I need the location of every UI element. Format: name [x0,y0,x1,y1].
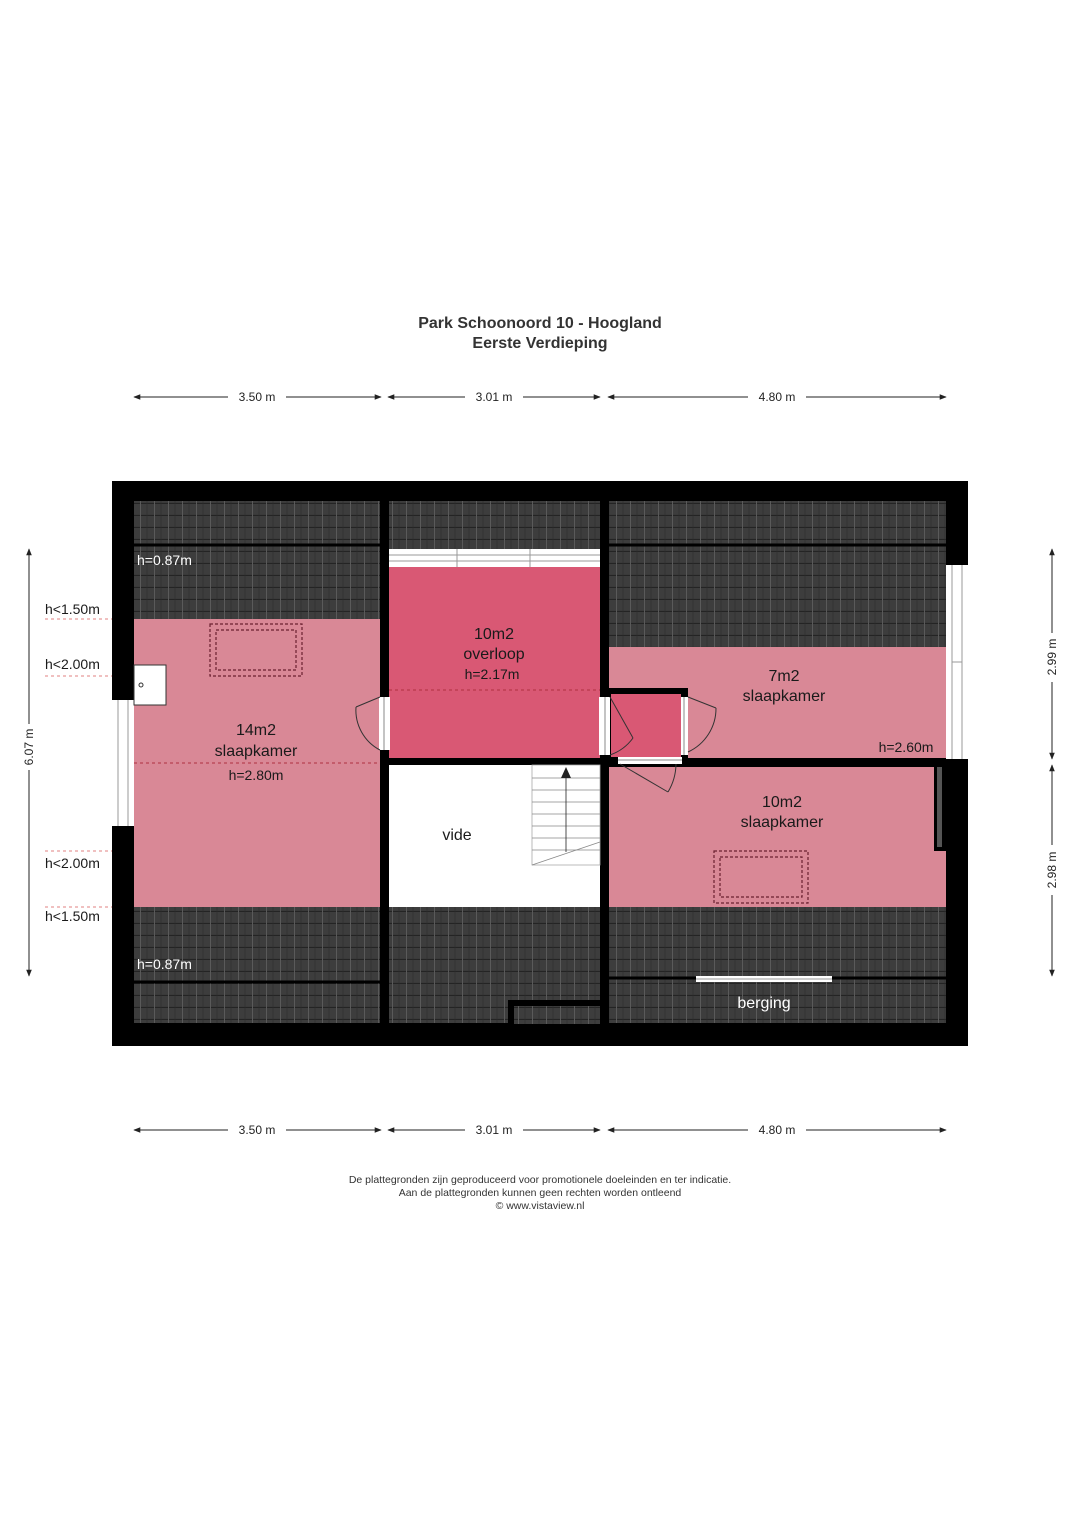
chimney-shaft [937,767,942,847]
height-guide-200-top: h<2.00m [45,656,100,672]
sink-icon [134,665,166,705]
bedroom-large-area: 14m2 [235,722,277,739]
dim-top-3: 4.80 m [758,390,796,404]
storage-name: berging [737,995,791,1012]
room-closet [611,694,681,757]
staircase [532,765,600,865]
landing-name: overloop [463,646,525,663]
bedroom-medium-area: 10m2 [761,794,803,811]
plan-title: Park Schoonoord 10 - Hoogland [418,315,662,332]
bedroom-large-name: slaapkamer [214,743,298,760]
plan-subtitle: Eerste Verdieping [472,335,608,352]
bedroom-small-area: 7m2 [768,668,800,685]
bedroom-medium-name: slaapkamer [740,814,824,831]
dim-right-upper: 2.99 m [1045,638,1059,676]
height-mark-bottom: h=0.87m [137,956,192,972]
disclaimer-line-2: Aan de plattegronden kunnen geen rechten worden ontleend [398,1187,682,1199]
disclaimer-line-1: De plattegronden zijn geproduceerd voor promotionele doeleinden en ter indicatie. [348,1174,732,1186]
dim-bottom-3: 4.80 m [758,1123,796,1137]
height-guide-200-bottom: h<2.00m [45,855,100,871]
window-icon [946,565,968,759]
window-icon [696,976,832,982]
window-icon [389,549,600,567]
landing-area: 10m2 [473,626,515,643]
landing-height: h=2.17m [464,666,520,682]
bedroom-small-name: slaapkamer [742,688,826,705]
bedroom-small-height: h=2.60m [878,739,934,755]
dim-bottom-1: 3.50 m [238,1123,276,1137]
height-mark-top: h=0.87m [137,552,192,568]
copyright: © www.vistaview.nl [495,1200,585,1212]
dim-right-lower: 2.98 m [1045,851,1059,889]
height-guide-150-top: h<1.50m [45,601,100,617]
void-name: vide [442,827,472,844]
dim-bottom-2: 3.01 m [475,1123,513,1137]
dim-left: 6.07 m [22,728,36,766]
bedroom-large-height: h=2.80m [228,767,284,783]
window-icon [112,700,134,826]
height-guide-150-bottom: h<1.50m [45,908,100,924]
room-bedroom-medium [609,767,946,907]
dim-top-1: 3.50 m [238,390,276,404]
dim-top-2: 3.01 m [475,390,513,404]
